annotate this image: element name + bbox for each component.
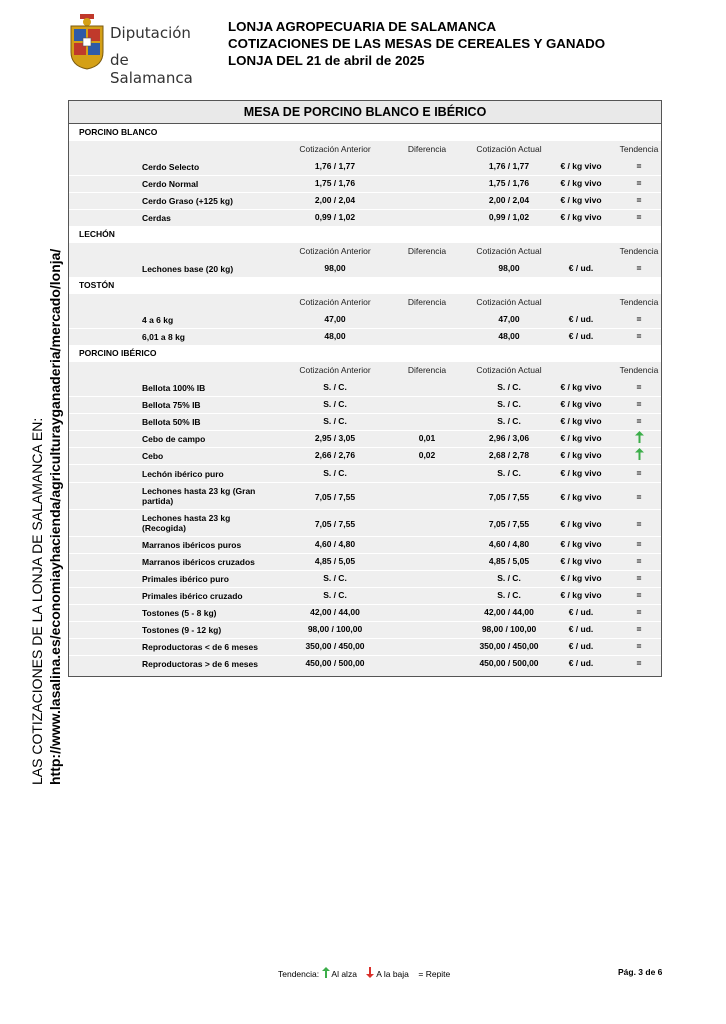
col-header-tendencia: Tendencia <box>619 365 659 375</box>
row-name: Lechón ibérico puro <box>142 469 224 479</box>
table-row <box>69 158 661 175</box>
cell-anterior: 4,60 / 4,80 <box>314 539 356 549</box>
cell-unit: € / ud. <box>568 263 594 273</box>
table-title: MESA DE PORCINO BLANCO E IBÉRICO <box>69 101 661 124</box>
cell-diferencia: 0,01 <box>418 433 436 443</box>
cell-tendencia: = <box>636 624 642 634</box>
table-row <box>69 328 661 345</box>
cell-anterior: 7,05 / 7,55 <box>314 519 356 529</box>
col-header-diferencia: Diferencia <box>407 297 447 307</box>
cell-actual: 450,00 / 500,00 <box>479 658 539 668</box>
row-name: Tostones (9 - 12 kg) <box>142 625 222 635</box>
section-header <box>69 124 661 141</box>
cell-unit: € / ud. <box>568 314 594 324</box>
cell-unit: € / kg vivo <box>560 416 602 426</box>
col-header-tendencia: Tendencia <box>619 144 659 154</box>
cell-unit: € / kg vivo <box>560 573 602 583</box>
cell-actual: 2,00 / 2,04 <box>488 195 530 205</box>
arrow-down-icon <box>366 967 374 978</box>
cell-tendencia: = <box>636 399 642 409</box>
table-row <box>69 485 661 509</box>
col-header-actual: Cotización Actual <box>476 246 542 256</box>
table-row <box>69 604 661 621</box>
cell-anterior: 2,00 / 2,04 <box>314 195 356 205</box>
cell-unit: € / kg vivo <box>560 492 602 502</box>
cell-unit: € / ud. <box>568 658 594 668</box>
cell-actual: 1,76 / 1,77 <box>488 161 530 171</box>
section-title: LECHÓN <box>79 229 115 239</box>
legend-down-label: A la baja <box>376 969 409 979</box>
row-name: Bellota 50% IB <box>142 417 201 427</box>
cell-tendencia: = <box>636 590 642 600</box>
cell-anterior: S. / C. <box>323 573 347 583</box>
cell-unit: € / ud. <box>568 641 594 651</box>
cell-actual: S. / C. <box>497 573 521 583</box>
row-name: Cebo <box>142 451 164 461</box>
document-header <box>228 18 605 69</box>
cell-unit: € / kg vivo <box>560 433 602 443</box>
row-name: Primales ibérico cruzado <box>142 591 243 601</box>
cell-actual: 48,00 <box>498 331 520 341</box>
cell-unit: € / kg vivo <box>560 590 602 600</box>
table-row <box>69 621 661 638</box>
cell-actual: S. / C. <box>497 399 521 409</box>
legend-repeat-symbol: = <box>418 969 424 979</box>
cell-tendencia: = <box>636 382 642 392</box>
trend-legend <box>278 967 450 979</box>
cell-anterior: S. / C. <box>323 416 347 426</box>
section-header <box>69 345 661 362</box>
col-header-diferencia: Diferencia <box>407 365 447 375</box>
cell-unit: € / kg vivo <box>560 468 602 478</box>
cell-tendencia: = <box>636 539 642 549</box>
cell-anterior: 4,85 / 5,05 <box>314 556 356 566</box>
cell-anterior: 2,95 / 3,05 <box>314 433 356 443</box>
section-title: PORCINO BLANCO <box>79 127 158 137</box>
price-table <box>68 100 662 677</box>
diputacion-logo <box>64 8 214 87</box>
table-row <box>69 655 661 672</box>
row-name: Cerdo Graso (+125 kg) <box>142 196 233 206</box>
col-header-actual: Cotización Actual <box>476 144 542 154</box>
column-header-row <box>69 243 661 260</box>
cell-actual: 2,96 / 3,06 <box>488 433 530 443</box>
row-divider <box>69 509 661 510</box>
logo-line2: de Salamanca <box>110 51 193 87</box>
cell-actual: 47,00 <box>498 314 520 324</box>
row-name: Cerdas <box>142 213 171 223</box>
cell-anterior: S. / C. <box>323 399 347 409</box>
cell-tendencia: = <box>636 212 642 222</box>
col-header-anterior: Cotización Anterior <box>299 246 371 256</box>
coat-of-arms-icon <box>68 12 106 70</box>
row-name: Marranos ibéricos cruzados <box>142 557 255 567</box>
cell-tendencia: = <box>636 468 642 478</box>
cell-tendencia: = <box>636 331 642 341</box>
row-name: Cebo de campo <box>142 434 206 444</box>
column-header-row <box>69 294 661 311</box>
cell-actual: 42,00 / 44,00 <box>484 607 534 617</box>
cell-anterior: 7,05 / 7,55 <box>314 492 356 502</box>
col-header-anterior: Cotización Anterior <box>299 144 371 154</box>
col-header-actual: Cotización Actual <box>476 365 542 375</box>
cell-anterior: 47,00 <box>324 314 346 324</box>
section-header <box>69 226 661 243</box>
cell-unit: € / kg vivo <box>560 539 602 549</box>
table-row <box>69 209 661 226</box>
row-name: Bellota 100% IB <box>142 383 206 393</box>
cell-unit: € / ud. <box>568 331 594 341</box>
col-header-anterior: Cotización Anterior <box>299 365 371 375</box>
cell-actual: 98,00 / 100,00 <box>481 624 537 634</box>
col-header-diferencia: Diferencia <box>407 144 447 154</box>
cell-tendencia: = <box>636 178 642 188</box>
cell-unit: € / kg vivo <box>560 161 602 171</box>
cell-tendencia <box>609 430 669 447</box>
col-header-anterior: Cotización Anterior <box>299 297 371 307</box>
cell-tendencia: = <box>636 573 642 583</box>
table-row <box>69 638 661 655</box>
cell-unit: € / kg vivo <box>560 212 602 222</box>
table-row <box>69 465 661 482</box>
cell-actual: 4,60 / 4,80 <box>488 539 530 549</box>
row-name: Cerdo Normal <box>142 179 199 189</box>
row-name: Reproductoras > de 6 meses <box>142 659 258 669</box>
cell-actual: 98,00 <box>498 263 520 273</box>
cell-anterior: 48,00 <box>324 331 346 341</box>
cell-unit: € / ud. <box>568 624 594 634</box>
table-row <box>69 396 661 413</box>
cell-tendencia: = <box>636 416 642 426</box>
cell-actual: 4,85 / 5,05 <box>488 556 530 566</box>
page-number: Pág. 3 de 6 <box>618 967 663 977</box>
row-name: Lechones hasta 23 kg (Gran partida) <box>142 486 256 506</box>
cell-anterior: 1,76 / 1,77 <box>314 161 356 171</box>
cell-tendencia: = <box>636 492 642 502</box>
cell-anterior: 350,00 / 450,00 <box>305 641 365 651</box>
side-note <box>28 205 64 785</box>
cell-anterior: 1,75 / 1,76 <box>314 178 356 188</box>
section-title: PORCINO IBÉRICO <box>79 348 157 358</box>
cell-anterior: 2,66 / 2,76 <box>314 450 356 460</box>
legend-repeat-label: Repite <box>425 969 451 979</box>
cell-unit: € / kg vivo <box>560 195 602 205</box>
cell-anterior: S. / C. <box>323 590 347 600</box>
cell-unit: € / kg vivo <box>560 178 602 188</box>
cell-actual: S. / C. <box>497 590 521 600</box>
cell-tendencia: = <box>636 263 642 273</box>
cell-anterior: 42,00 / 44,00 <box>310 607 360 617</box>
table-row <box>69 413 661 430</box>
cell-diferencia: 0,02 <box>418 450 436 460</box>
cell-anterior: 98,00 <box>324 263 346 273</box>
row-name: Cerdo Selecto <box>142 162 200 172</box>
table-row <box>69 447 661 464</box>
cell-tendencia <box>609 447 669 464</box>
row-divider <box>69 482 661 483</box>
row-name: Primales ibérico puro <box>142 574 229 584</box>
logo-line1: Diputación <box>110 24 191 42</box>
table-row <box>69 553 661 570</box>
cell-tendencia: = <box>636 658 642 668</box>
section-title: TOSTÓN <box>79 280 115 290</box>
cell-unit: € / kg vivo <box>560 556 602 566</box>
row-name: Lechones base (20 kg) <box>142 264 234 274</box>
row-name: Bellota 75% IB <box>142 400 201 410</box>
header-date: LONJA DEL 21 de abril de 2025 <box>228 53 425 68</box>
row-name: Lechones hasta 23 kg (Recogida) <box>142 513 231 533</box>
cell-unit: € / kg vivo <box>560 382 602 392</box>
cell-tendencia: = <box>636 314 642 324</box>
cell-anterior: 450,00 / 500,00 <box>305 658 365 668</box>
legend-up-label: Al alza <box>331 969 357 979</box>
col-header-actual: Cotización Actual <box>476 297 542 307</box>
table-row <box>69 175 661 192</box>
table-row <box>69 379 661 396</box>
table-row <box>69 587 661 604</box>
legend-label: Tendencia: <box>278 969 320 979</box>
cell-actual: 0,99 / 1,02 <box>488 212 530 222</box>
cell-actual: 2,68 / 2,78 <box>488 450 530 460</box>
cell-unit: € / kg vivo <box>560 450 602 460</box>
arrow-up-icon <box>635 448 644 460</box>
header-title: LONJA AGROPECUARIA DE SALAMANCA <box>228 19 497 34</box>
cell-actual: 7,05 / 7,55 <box>488 492 530 502</box>
table-row <box>69 536 661 553</box>
cell-unit: € / kg vivo <box>560 399 602 409</box>
arrow-up-icon <box>635 431 644 443</box>
row-name: 6,01 a 8 kg <box>142 332 186 342</box>
side-note-url[interactable]: http://www.lasalina.es/economiayhacienda/agriculturayganaderia/mercado/lonja/ <box>47 248 63 785</box>
cell-actual: 1,75 / 1,76 <box>488 178 530 188</box>
table-row <box>69 512 661 536</box>
col-header-tendencia: Tendencia <box>619 297 659 307</box>
table-row <box>69 430 661 447</box>
row-name: Reproductoras < de 6 meses <box>142 642 258 652</box>
table-row <box>69 192 661 209</box>
cell-anterior: S. / C. <box>323 382 347 392</box>
row-name: 4 a 6 kg <box>142 315 174 325</box>
cell-tendencia: = <box>636 519 642 529</box>
cell-unit: € / kg vivo <box>560 519 602 529</box>
row-name: Tostones (5 - 8 kg) <box>142 608 217 618</box>
cell-anterior: S. / C. <box>323 468 347 478</box>
cell-tendencia: = <box>636 607 642 617</box>
cell-tendencia: = <box>636 556 642 566</box>
col-header-tendencia: Tendencia <box>619 246 659 256</box>
side-note-line1: LAS COTIZACIONES DE LA LONJA DE SALAMANCA EN: <box>29 417 45 785</box>
arrow-up-icon <box>322 967 330 978</box>
header-subtitle: COTIZACIONES DE LAS MESAS DE CEREALES Y GANADO <box>228 36 606 51</box>
cell-actual: S. / C. <box>497 416 521 426</box>
cell-actual: S. / C. <box>497 382 521 392</box>
table-row <box>69 260 661 277</box>
cell-unit: € / ud. <box>568 607 594 617</box>
cell-tendencia: = <box>636 161 642 171</box>
cell-actual: S. / C. <box>497 468 521 478</box>
column-header-row <box>69 362 661 379</box>
cell-anterior: 0,99 / 1,02 <box>314 212 356 222</box>
cell-anterior: 98,00 / 100,00 <box>307 624 363 634</box>
cell-actual: 7,05 / 7,55 <box>488 519 530 529</box>
table-row <box>69 570 661 587</box>
column-header-row <box>69 141 661 158</box>
cell-tendencia: = <box>636 195 642 205</box>
section-header <box>69 277 661 294</box>
cell-actual: 350,00 / 450,00 <box>479 641 539 651</box>
cell-tendencia: = <box>636 641 642 651</box>
row-name: Marranos ibéricos puros <box>142 540 242 550</box>
col-header-diferencia: Diferencia <box>407 246 447 256</box>
table-row <box>69 311 661 328</box>
